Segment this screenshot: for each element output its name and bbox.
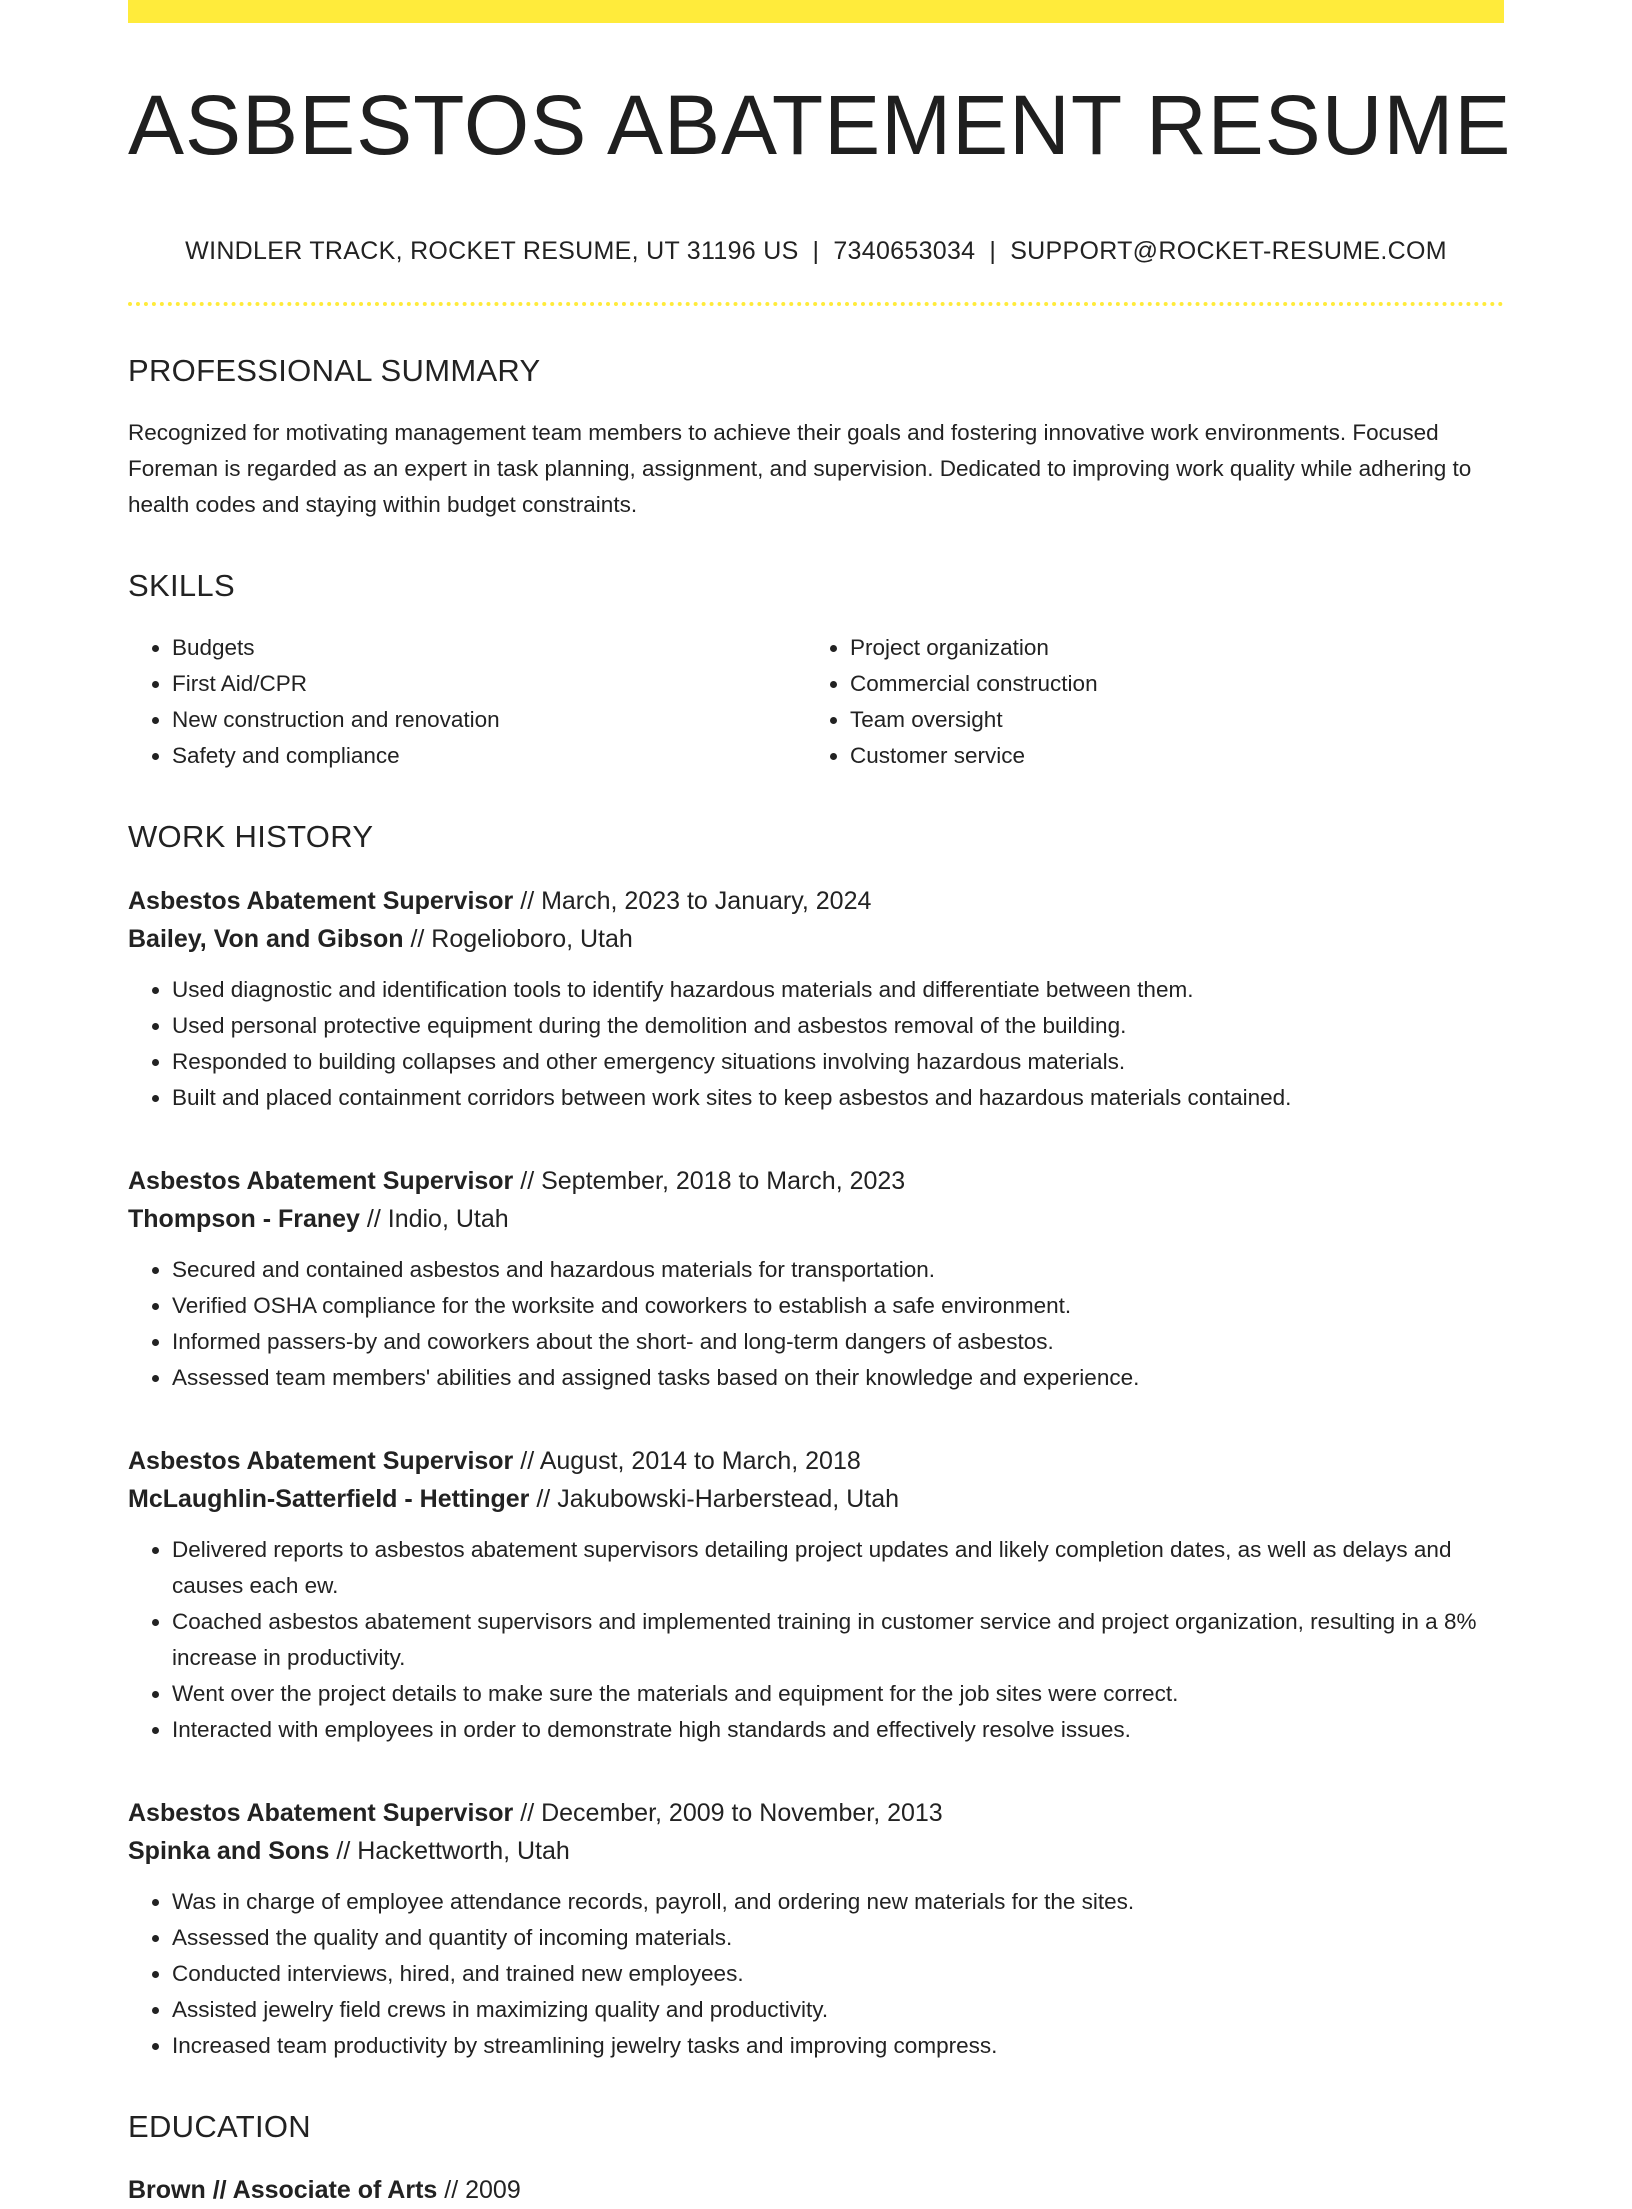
resume-page [128,0,1512,2209]
job-company-line [128,920,1504,958]
education-school: Brown [128,2175,206,2204]
job-title-line [128,882,1504,920]
job-entry [128,882,1504,1116]
skill-item: • Safety and compliance [172,738,806,774]
job-company: Bailey, Von and Gibson [128,924,404,953]
job-bullet: • Assisted jewelry field crews in maximizing quality and productivity. [172,1992,1504,2028]
skill-item: • First Aid/CPR [172,666,806,702]
job-bullet: • Assessed team members' abilities and assigned tasks based on their knowledge and experience. [172,1360,1504,1396]
contact-separator: | [989,237,997,265]
job-entry [128,1442,1504,1748]
skills-right-list [806,630,1484,774]
job-bullets [128,1884,1504,2064]
skills-left-list [128,630,806,774]
summary-section [128,352,1504,523]
job-company: Thompson - Franey [128,1204,360,1233]
job-company-line [128,1832,1504,1870]
job-title-line [128,1442,1504,1480]
skill-item: • Budgets [172,630,806,666]
job-title: Asbestos Abatement Supervisor [128,886,514,915]
job-bullet: • Went over the project details to make sure the materials and equipment for the job sites were correct. [172,1676,1504,1712]
work-history-heading: WORK HISTORY [128,819,374,855]
job-bullet: • Assessed the quality and quantity of incoming materials. [172,1920,1504,1956]
job-entry [128,1162,1504,1396]
job-company-line [128,1200,1504,1238]
job-dates: // March, 2023 to January, 2024 [513,886,872,915]
summary-text: Recognized for motivating management team members to achieve their goals and fostering innovative work environments. Focused Foreman is regarded as an expert in task planning, assignment, and supervision. Dedicated to improving work quality while adhering to health codes and staying within budget constraints. [128,420,1472,518]
job-dates: // August, 2014 to March, 2018 [513,1446,861,1475]
job-bullet: • Used personal protective equipment during the demolition and asbestos removal of the building. [172,1008,1504,1044]
summary-heading: PROFESSIONAL SUMMARY [128,353,541,388]
job-bullet: • Delivered reports to asbestos abatement supervisors detailing project updates and likely completion dates, as well as delays and causes each ew. [172,1532,1504,1604]
contact-email: SUPPORT@ROCKET-RESUME.COM [1010,237,1447,265]
contact-line [128,237,1504,266]
skill-item: • Team oversight [850,702,1484,738]
work-history-section [128,818,1504,2063]
job-title-line [128,1162,1504,1200]
job-company: Spinka and Sons [128,1836,330,1865]
education-entry [128,2171,1504,2209]
resume-title: ASBESTOS ABATEMENT RESUME [128,78,1512,172]
job-location: // Hackettworth, Utah [329,1836,570,1865]
job-location: // Indio, Utah [359,1204,509,1233]
job-bullet: • Interacted with employees in order to demonstrate high standards and effectively resolve issues. [172,1712,1504,1748]
education-degree: // Associate of Arts [205,2175,438,2204]
job-company-line [128,1480,1504,1518]
job-bullet: • Responded to building collapses and other emergency situations involving hazardous materials. [172,1044,1504,1080]
skill-item: • Customer service [850,738,1484,774]
job-bullets [128,972,1504,1116]
job-bullet: • Informed passers-by and coworkers about the short- and long-term dangers of asbestos. [172,1324,1504,1360]
skills-section [128,567,1504,774]
job-title-line [128,1794,1504,1832]
job-bullets [128,1532,1504,1748]
job-bullet: • Built and placed containment corridors between work sites to keep asbestos and hazardous materials contained. [172,1080,1504,1116]
skill-item: • Project organization [850,630,1484,666]
job-title: Asbestos Abatement Supervisor [128,1166,514,1195]
education-heading: EDUCATION [128,2108,311,2144]
dotted-divider [128,302,1504,306]
job-bullet: • Verified OSHA compliance for the worksite and coworkers to establish a safe environment. [172,1288,1504,1324]
job-bullet: • Conducted interviews, hired, and trained new employees. [172,1956,1504,1992]
job-dates: // December, 2009 to November, 2013 [513,1798,943,1827]
top-accent-bar [128,0,1504,23]
skills-heading: SKILLS [128,568,235,604]
contact-phone: 7340653034 [833,237,976,265]
education-section [128,2108,1504,2209]
job-bullet: • Was in charge of employee attendance records, payroll, and ordering new materials for the sites. [172,1884,1504,1920]
job-bullet: • Increased team productivity by streamlining jewelry tasks and improving compress. [172,2028,1504,2064]
job-title: Asbestos Abatement Supervisor [128,1798,514,1827]
job-dates: // September, 2018 to March, 2023 [513,1166,906,1195]
job-bullet: • Secured and contained asbestos and hazardous materials for transportation. [172,1252,1504,1288]
contact-address: WINDLER TRACK, ROCKET RESUME, UT 31196 US [185,237,799,265]
job-company: McLaughlin-Satterfield - Hettinger [128,1484,530,1513]
education-year: // 2009 [437,2175,521,2204]
job-bullets [128,1252,1504,1396]
job-bullet: • Coached asbestos abatement supervisors and implemented training in customer service and project organization, resulting in a 8% increase in productivity. [172,1604,1504,1676]
skill-item: • New construction and renovation [172,702,806,738]
job-location: // Rogelioboro, Utah [403,924,633,953]
skill-item: • Commercial construction [850,666,1484,702]
skills-columns [128,630,1504,774]
job-location: // Jakubowski-Harberstead, Utah [529,1484,900,1513]
contact-separator: | [812,237,820,265]
job-bullet: • Used diagnostic and identification tools to identify hazardous materials and differentiate between them. [172,972,1504,1008]
job-entry [128,1794,1504,2064]
job-title: Asbestos Abatement Supervisor [128,1446,514,1475]
